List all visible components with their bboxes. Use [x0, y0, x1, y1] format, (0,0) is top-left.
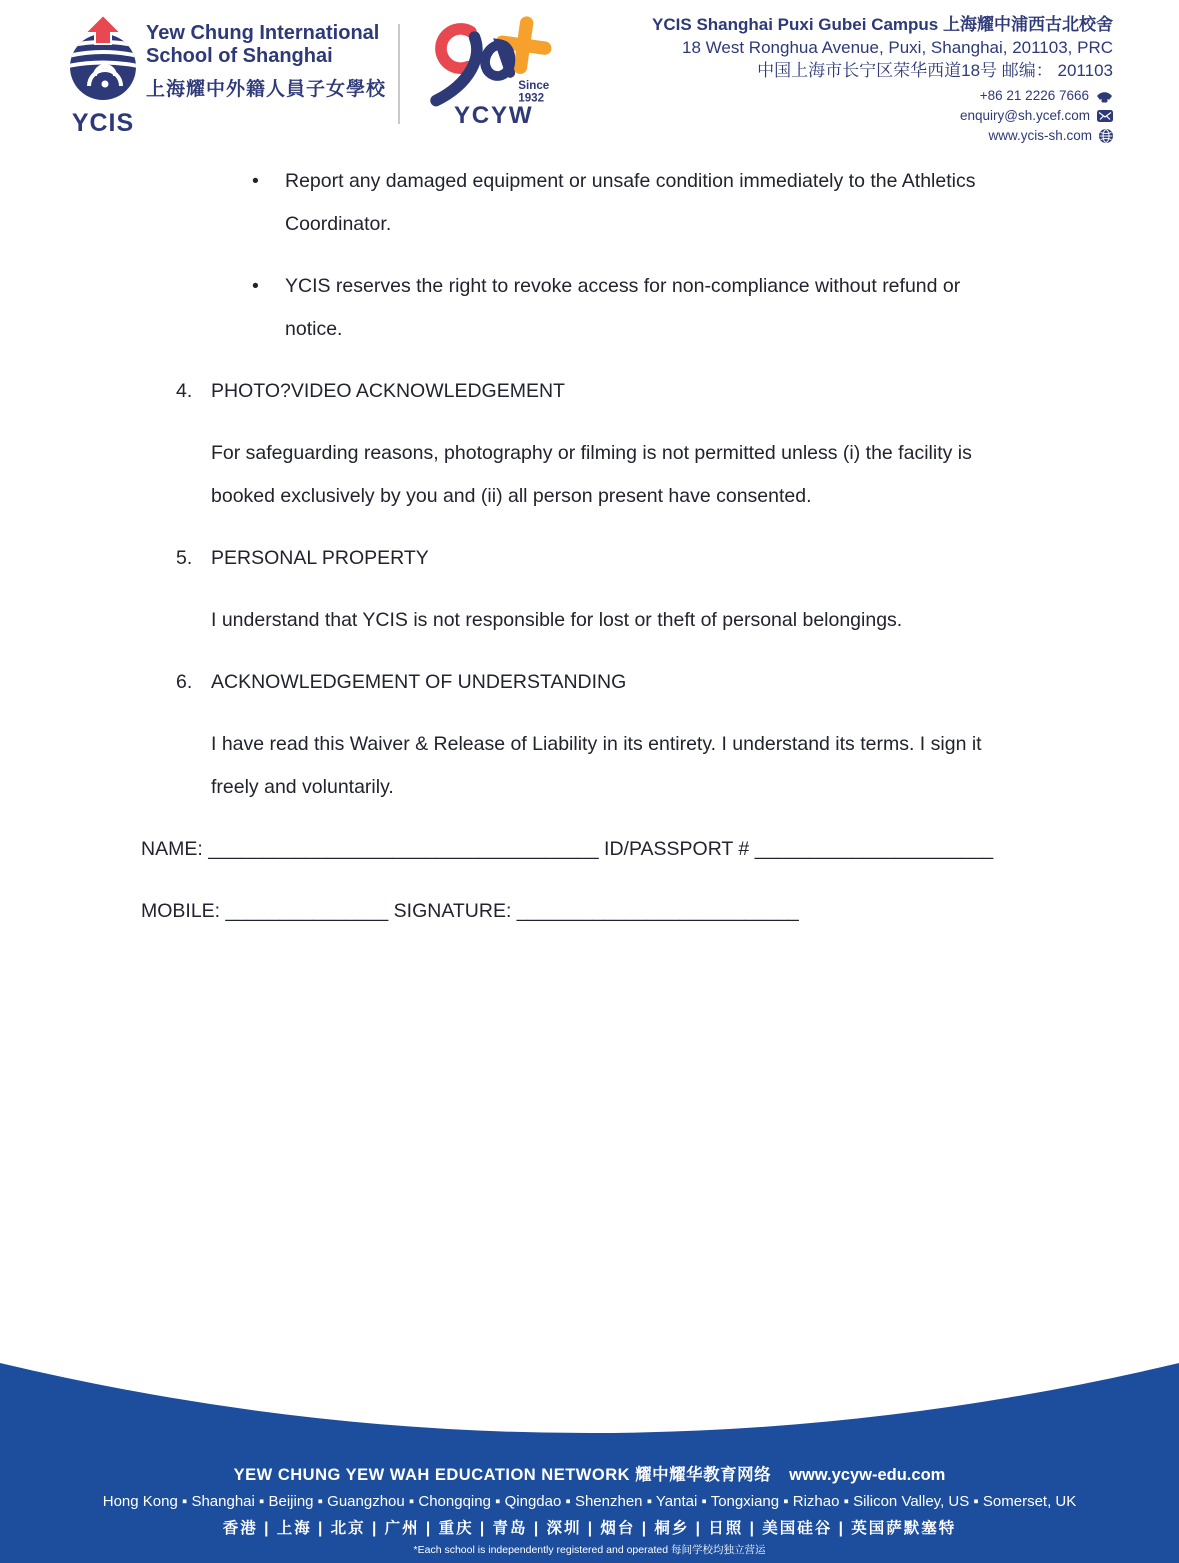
campus-website-row	[652, 126, 1113, 146]
since-year: 1932	[518, 91, 545, 105]
since-label: Since	[518, 78, 550, 92]
section-paragraph: I understand that YCIS is not responsible for lost or theft of personal belongings.	[211, 609, 903, 631]
campus-phone: +86 21 2226 7666	[979, 88, 1089, 103]
section-heading	[141, 370, 1046, 413]
campus-address-block	[652, 13, 1113, 146]
id-passport-blank-line: ______________________	[754, 838, 994, 860]
bullet-text: YCIS reserves the right to revoke access for non-compliance without refund or notice.	[285, 275, 961, 340]
campus-email: enquiry@sh.ycef.com	[959, 108, 1090, 123]
campus-email-row	[652, 106, 1113, 126]
school-name-line1: Yew Chung International	[146, 22, 380, 44]
bullet-item	[141, 160, 1046, 246]
ninety-plus-anniversary-logo	[420, 12, 554, 137]
network-name: YEW CHUNG YEW WAH EDUCATION NETWORK 耀中耀华教育网络	[233, 1466, 772, 1484]
section-title: PERSONAL PROPERTY	[211, 547, 429, 569]
campus-phone-row	[652, 86, 1113, 106]
section-heading	[141, 537, 1046, 580]
ycis-globe-icon	[67, 14, 139, 102]
footer-disclaimer: *Each school is independently registered and operated 每间学校均独立营运	[413, 1544, 766, 1556]
section-paragraph: For safeguarding reasons, photography or filming is not permitted unless (i) the facility is booked exclusively by you and (ii) all person present have consented.	[211, 442, 972, 507]
ycis-logo	[64, 14, 142, 138]
campus-website: www.ycis-sh.com	[988, 128, 1092, 143]
id-passport-label: ID/PASSPORT #	[604, 838, 750, 860]
phone-icon	[1096, 90, 1113, 103]
signature-row-name-id	[141, 828, 1046, 871]
ycyw-logo-text: YCYW	[453, 101, 534, 129]
bullet-marker: •	[252, 275, 259, 297]
footer-cities-en: Hong Kong ▪ Shanghai ▪ Beijing ▪ Guangzhou ▪ Chongqing ▪ Qingdao ▪ Shenzhen ▪ Yantai ▪ Tongxiang ▪ Rizhao ▪ Silicon Valley, US ▪ Somerset, UK	[102, 1493, 1077, 1510]
section-title: ACKNOWLEDGEMENT OF UNDERSTANDING	[211, 671, 627, 693]
section-number: 4.	[176, 380, 193, 402]
network-website: www.ycyw-edu.com	[789, 1466, 946, 1484]
letterhead-header	[0, 0, 1179, 150]
document-body	[141, 160, 1046, 952]
campus-address-en: 18 West Ronghua Avenue, Puxi, Shanghai, 201103, PRC	[682, 38, 1113, 57]
signature-label: SIGNATURE:	[393, 900, 512, 922]
footer-cities-cn: 香港 | 上海 | 北京 | 广州 | 重庆 | 青岛 | 深圳 | 烟台 | 桐乡 | 日照 | 美国硅谷 | 英国萨默塞特	[222, 1520, 957, 1537]
mobile-label: MOBILE:	[141, 900, 221, 922]
signature-row-mobile-signature	[141, 890, 1046, 933]
campus-title: YCIS Shanghai Puxi Gubei Campus 上海耀中浦西古北校舍	[652, 15, 1113, 34]
globe-icon	[1099, 129, 1113, 143]
bullet-marker: •	[252, 170, 259, 192]
footer-band	[0, 1363, 1179, 1563]
section-title: PHOTO?VIDEO ACKNOWLEDGEMENT	[211, 380, 565, 402]
ninety-plus-icon	[420, 12, 554, 132]
email-icon	[1097, 110, 1113, 122]
campus-address-cn: 中国上海市长宁区荣华西道18号 邮编： 201103	[757, 61, 1113, 80]
section-paragraph: I have read this Waiver & Release of Liability in its entirety. I understand its terms. I sign it freely and voluntarily.	[211, 733, 982, 798]
name-label: NAME:	[141, 838, 203, 860]
name-blank-line: ____________________________________	[208, 838, 599, 860]
section-number: 6.	[176, 671, 193, 693]
header-divider	[398, 24, 400, 124]
section-number: 5.	[176, 547, 193, 569]
section-heading	[141, 661, 1046, 704]
school-name-block	[146, 22, 386, 101]
school-name-line2: School of Shanghai	[146, 45, 333, 67]
bullet-item	[141, 265, 1046, 351]
mobile-blank-line: _______________	[225, 900, 389, 922]
school-name-chinese: 上海耀中外籍人員子女學校	[146, 79, 387, 100]
footer-network-line	[0, 1461, 1179, 1485]
signature-blank-line: __________________________	[516, 900, 799, 922]
bullet-text: Report any damaged equipment or unsafe condition immediately to the Athletics Coordinator.	[285, 170, 976, 235]
ycis-logo-text: YCIS	[71, 109, 135, 137]
